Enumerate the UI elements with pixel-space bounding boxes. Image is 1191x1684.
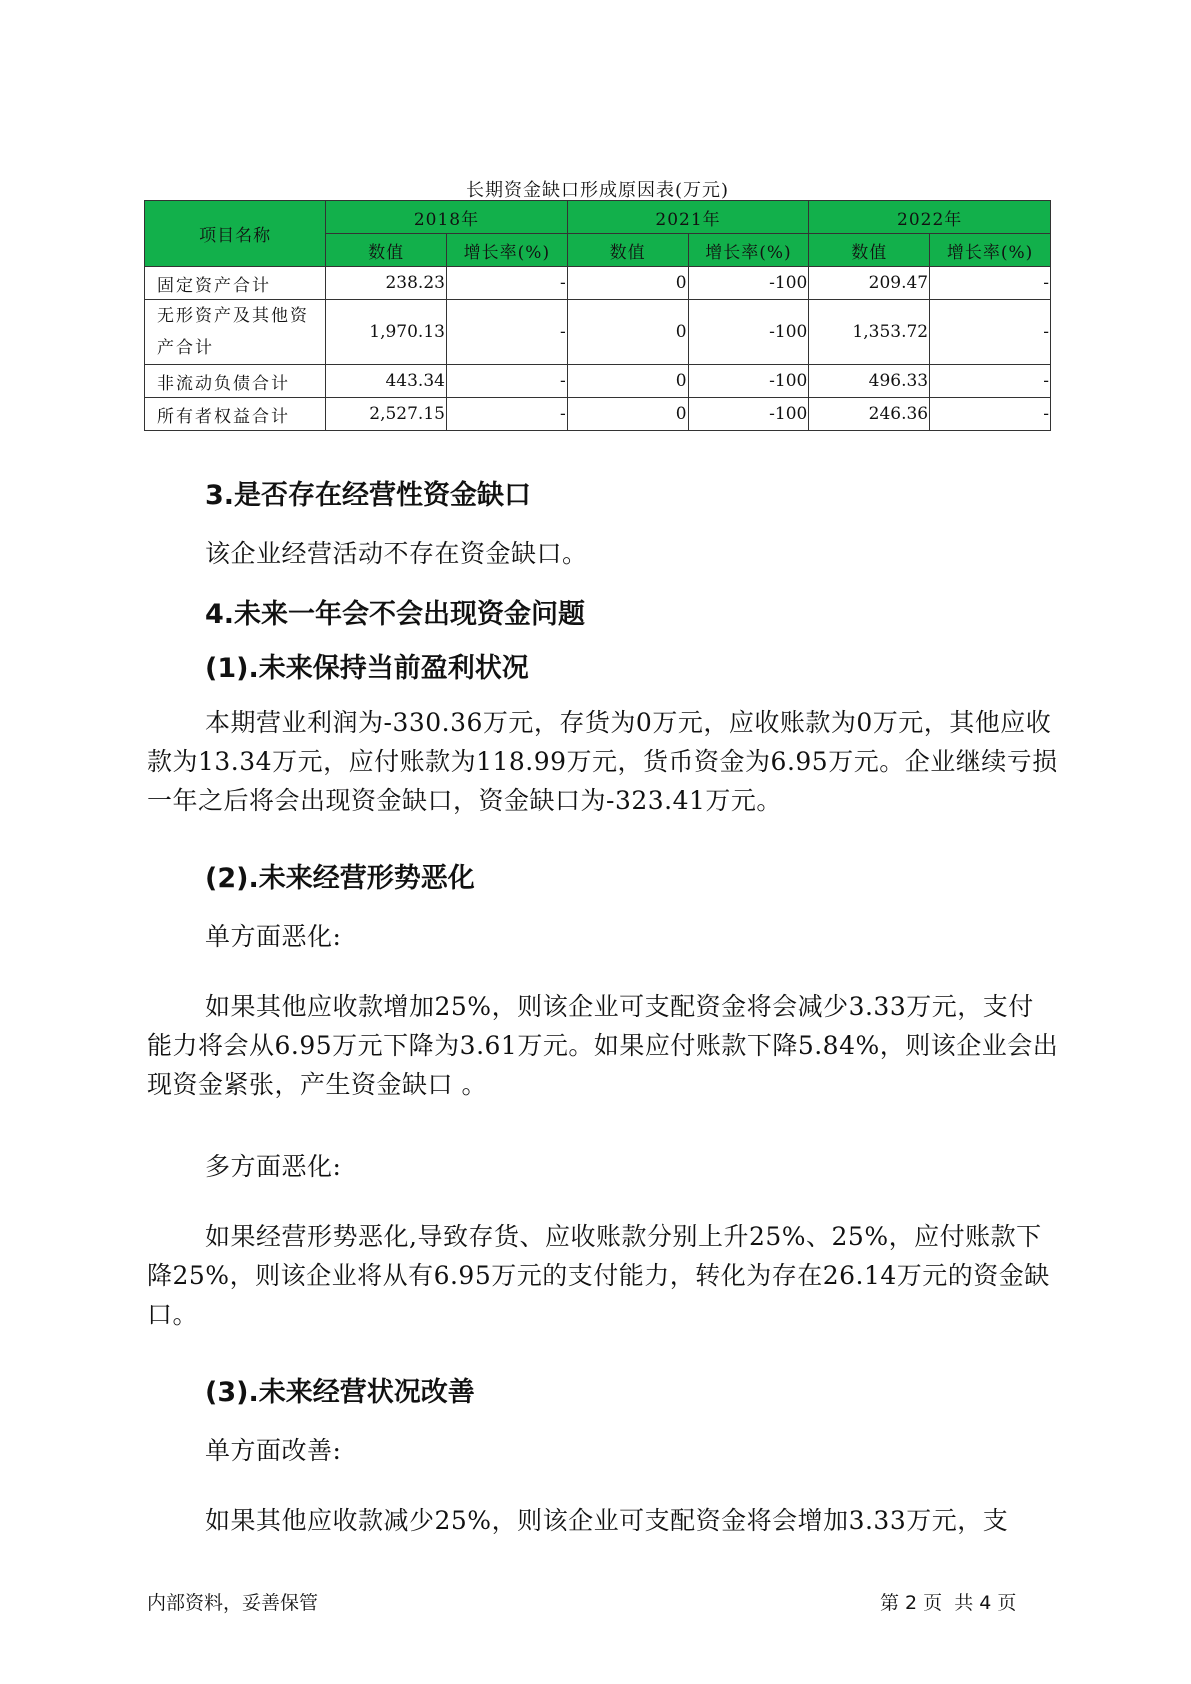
cell-value: 238.23 [326,267,447,300]
cell-value: 0 [567,300,688,365]
cell-growth: - [930,300,1051,365]
cell-growth: - [446,365,567,398]
cell-value: 0 [567,267,688,300]
single-improvement-paragraph: 如果其他应收款减少25%，则该企业可支配资金将会增加3.33万元，支 [205,1506,1009,1535]
single-worsening-label: 单方面恶化: [205,922,342,951]
cell-value: 443.34 [326,365,447,398]
cell-value: 1,353.72 [809,300,930,365]
funding-gap-table [144,200,1051,431]
row-name: 所有者权益合计 [145,398,326,431]
header-value: 数值 [326,234,447,267]
header-year-2021: 2021年 [567,201,809,234]
cell-value: 0 [567,398,688,431]
table-caption: 长期资金缺口形成原因表(万元) [465,180,730,201]
row-name: 固定资产合计 [145,267,326,300]
single-worsening-paragraph: 如果其他应收款增加25%，则该企业可支配资金将会减少3.33万元，支付能力将会从6.95万元下降为3.61万元。如果应付账款下降5.84%，则该企业会出现资金紧张，产生资金缺口 。 [147,992,1059,1099]
multi-worsening-label: 多方面恶化: [205,1152,342,1181]
header-item-name: 项目名称 [145,201,326,267]
table-row [145,267,1051,300]
header-year-2018: 2018年 [326,201,568,234]
header-growth: 增长率(%) [446,234,567,267]
table-row [145,300,1051,365]
cell-value: 0 [567,365,688,398]
header-year-2022: 2022年 [809,201,1051,234]
subheading-improvement: (3).未来经营状况改善 [205,1377,475,1408]
table-row [145,365,1051,398]
cell-value: 496.33 [809,365,930,398]
footer-confidential: 内部资料，妥善保管 [147,1592,319,1614]
cell-growth: - [930,267,1051,300]
cell-growth: - [446,398,567,431]
subheading-worsening: (2).未来经营形势恶化 [205,863,475,894]
header-growth: 增长率(%) [930,234,1051,267]
gap-statement: 该企业经营活动不存在资金缺口。 [205,539,588,568]
row-name: 非流动负债合计 [145,365,326,398]
multi-worsening-paragraph: 如果经营形势恶化,导致存货、应收账款分别上升25%、25%，应付账款下降25%，则该企业将从有6.95万元的支付能力，转化为存在26.14万元的资金缺口。 [147,1222,1050,1329]
profit-paragraph: 本期营业利润为-330.36万元，存货为0万元，应收账款为0万元，其他应收款为13.34万元，应付账款为118.99万元，货币资金为6.95万元。企业继续亏损一年之后将会出现资金缺口，资金缺口为-323.41万元。 [147,708,1058,815]
header-value: 数值 [567,234,688,267]
subheading-current-profit: (1).未来保持当前盈利状况 [205,653,529,684]
cell-growth: - [446,300,567,365]
row-name: 无形资产及其他资产合计 [145,300,326,365]
cell-growth: - [930,398,1051,431]
header-value: 数值 [809,234,930,267]
section-heading-4: 4.未来一年会不会出现资金问题 [205,599,586,630]
single-improvement-label: 单方面改善: [205,1436,342,1465]
cell-growth: - [930,365,1051,398]
cell-growth: -100 [688,365,809,398]
cell-growth: - [446,267,567,300]
footer-page-number: 第 2 页 共 4 页 [880,1592,1017,1614]
cell-growth: -100 [688,398,809,431]
table-row [145,398,1051,431]
cell-value: 1,970.13 [326,300,447,365]
section-heading-3: 3.是否存在经营性资金缺口 [205,480,532,511]
cell-growth: -100 [688,267,809,300]
cell-value: 209.47 [809,267,930,300]
header-growth: 增长率(%) [688,234,809,267]
cell-value: 2,527.15 [326,398,447,431]
cell-growth: -100 [688,300,809,365]
cell-value: 246.36 [809,398,930,431]
